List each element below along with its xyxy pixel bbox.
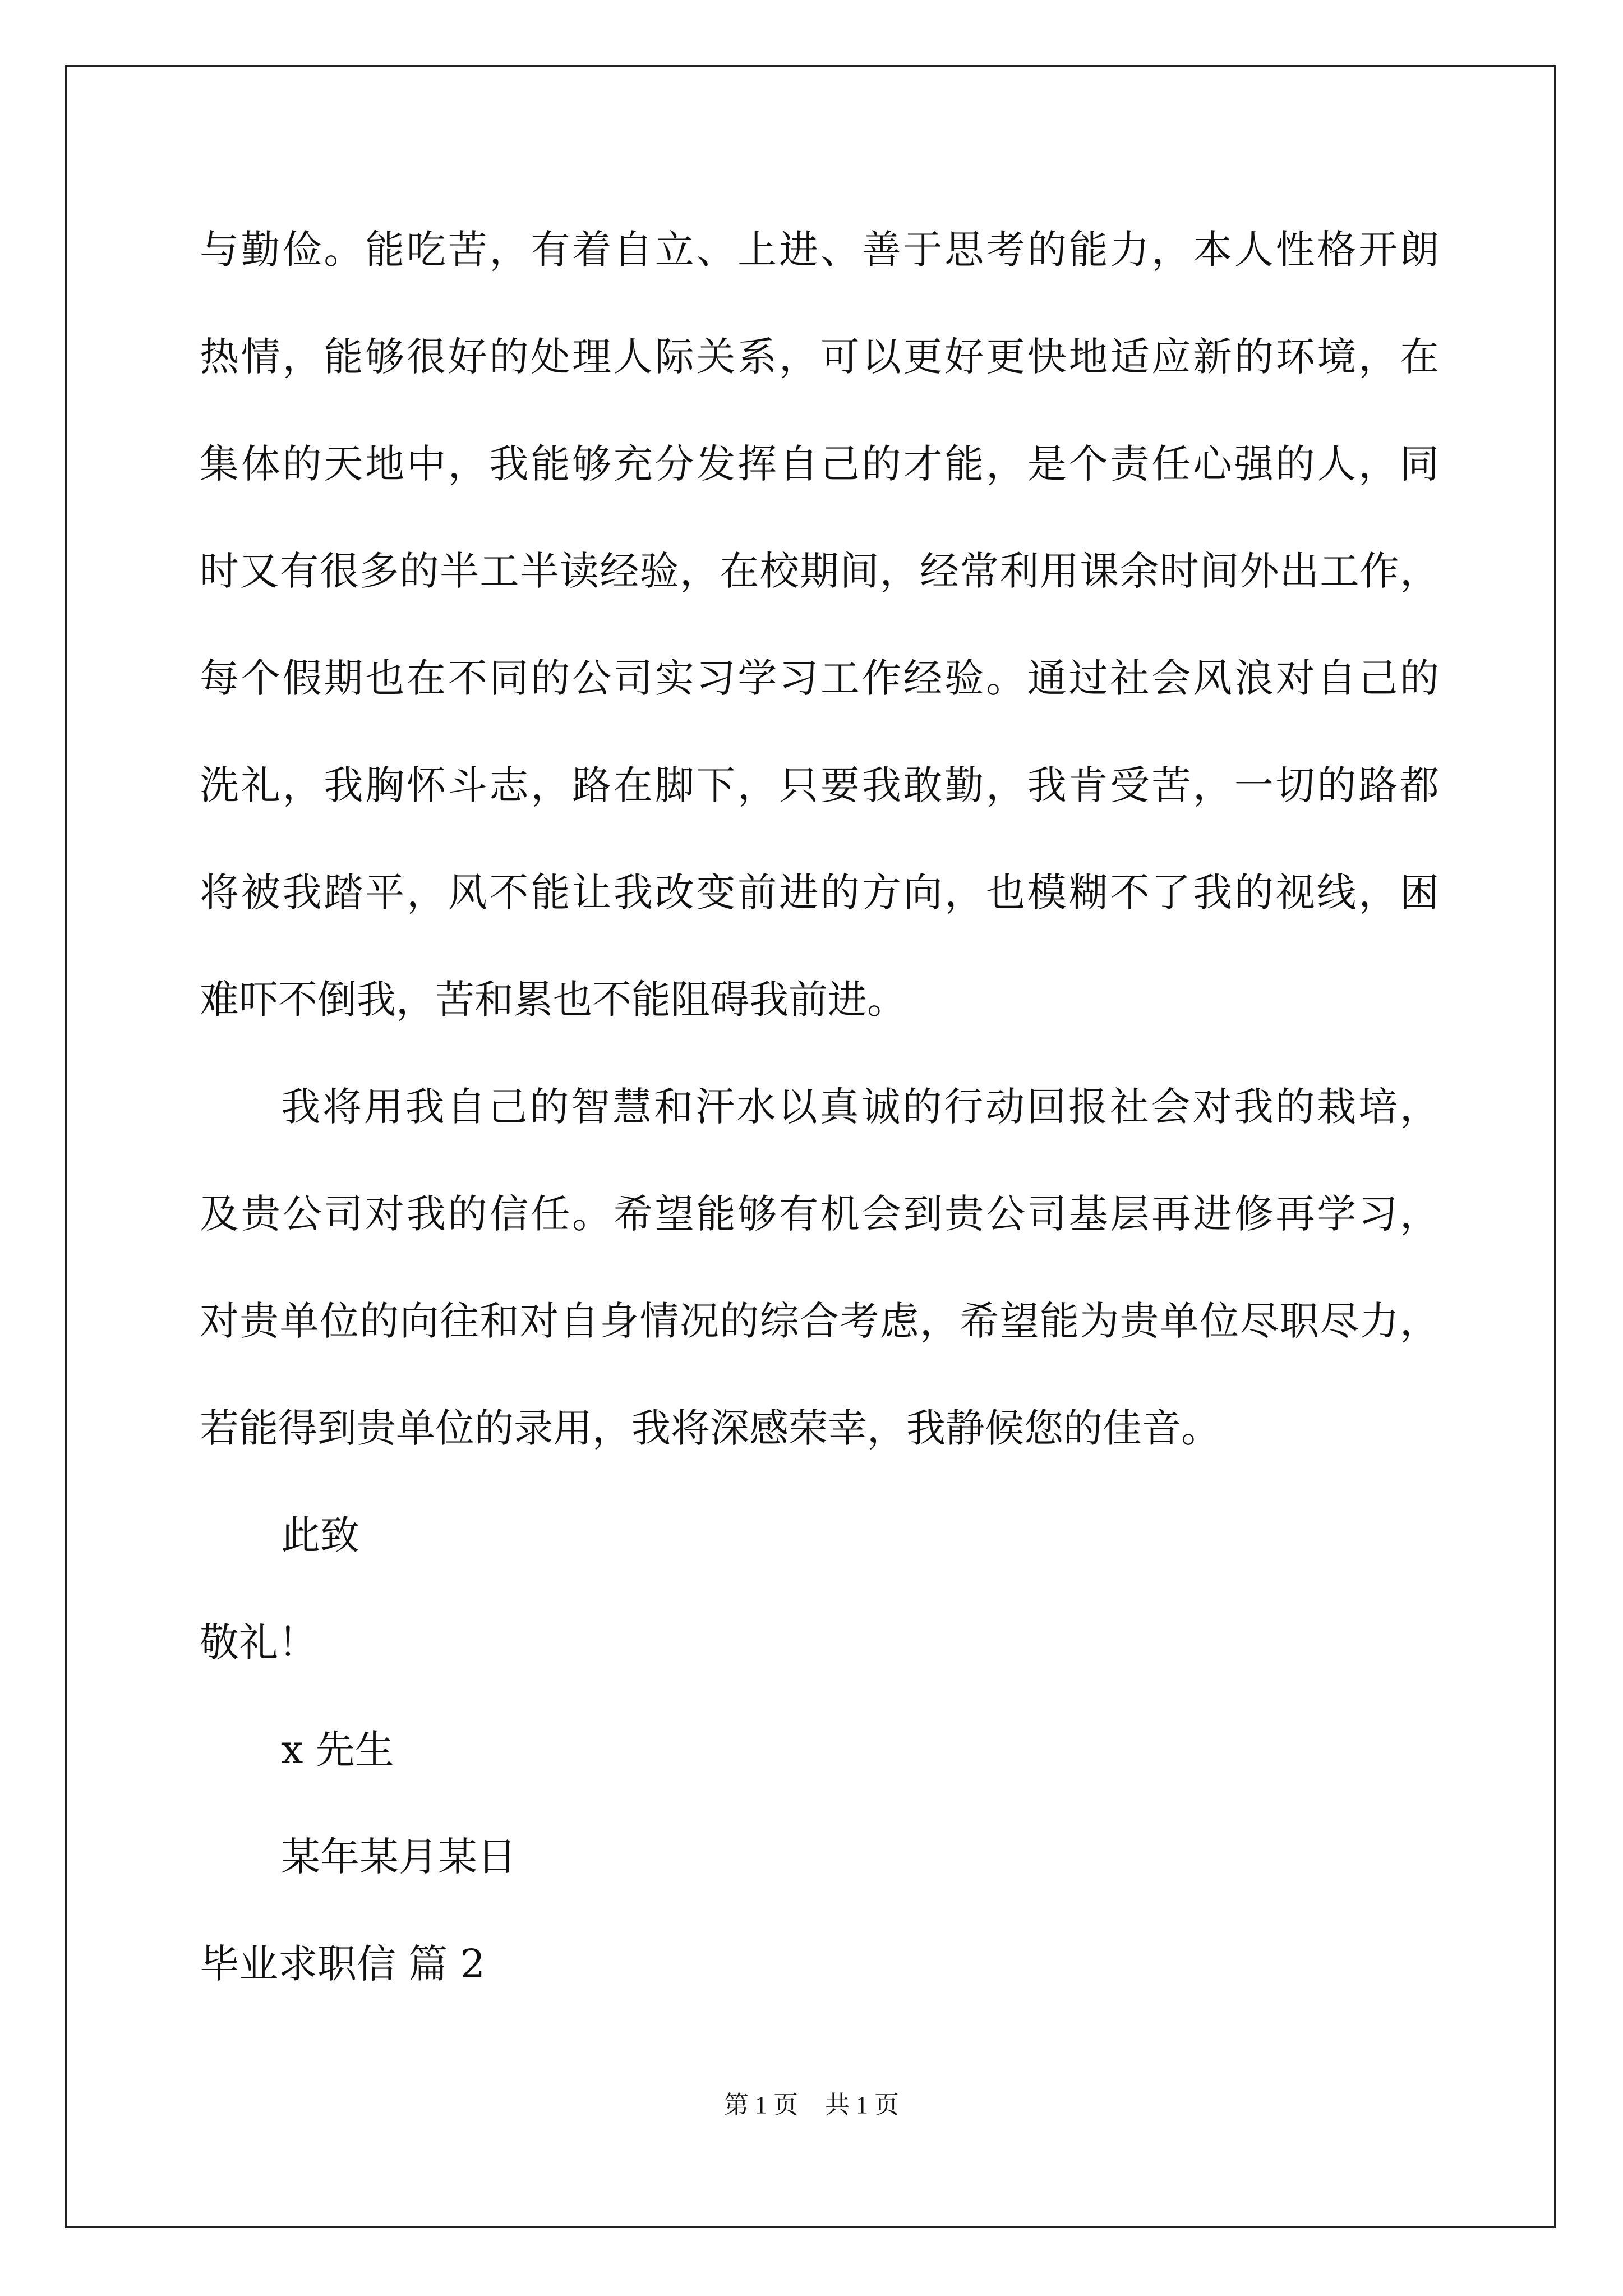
paragraph-1-line-1: 与勤俭。能吃苦，有着自立、上进、善于思考的能力，本人性格开朗 xyxy=(200,227,1439,273)
salutation-text: 敬礼！ xyxy=(200,1619,317,1665)
paragraph-2-line-3: 对贵单位的向往和对自身情况的综合考虑，希望能为贵单位尽职尽力， xyxy=(200,1298,1439,1344)
signature-text: x 先生 xyxy=(281,1727,394,1773)
paragraph-1-line-4: 时又有很多的半工半读经验，在校期间，经常利用课余时间外出工作， xyxy=(200,548,1439,594)
paragraph-2-line-2: 及贵公司对我的信任。希望能够有机会到贵公司基层再进修再学习， xyxy=(200,1191,1439,1237)
paragraph-1-line-2: 热情，能够很好的处理人际关系，可以更好更快地适应新的环境，在 xyxy=(200,334,1439,380)
paragraph-1-line-3: 集体的天地中，我能够充分发挥自己的才能，是个责任心强的人，同 xyxy=(200,441,1439,487)
closing-text: 此致 xyxy=(281,1512,359,1558)
page-footer xyxy=(0,2085,1623,2120)
date-text: 某年某月某日 xyxy=(281,1834,517,1880)
paragraph-2-line-4: 若能得到贵单位的录用，我将深感荣幸，我静候您的佳音。 xyxy=(200,1405,1220,1451)
paragraph-1-line-6: 洗礼，我胸怀斗志，路在脚下，只要我敢勤，我肯受苦，一切的路都 xyxy=(200,762,1439,808)
paragraph-1-line-7: 将被我踏平，风不能让我改变前进的方向，也模糊不了我的视线，困 xyxy=(200,869,1439,915)
paragraph-1-line-8: 难吓不倒我，苦和累也不能阻碍我前进。 xyxy=(200,977,906,1023)
page-number: 第 1 页 xyxy=(724,2091,798,2119)
page-total: 共 1 页 xyxy=(825,2091,899,2119)
letter-body xyxy=(200,196,1439,2018)
paragraph-1-line-5: 每个假期也在不同的公司实习学习工作经验。通过社会风浪对自己的 xyxy=(200,655,1439,701)
paragraph-2-line-1: 我将用我自己的智慧和汗水以真诚的行动回报社会对我的栽培， xyxy=(281,1084,1439,1130)
section-heading: 毕业求职信 篇 2 xyxy=(200,1941,486,1987)
